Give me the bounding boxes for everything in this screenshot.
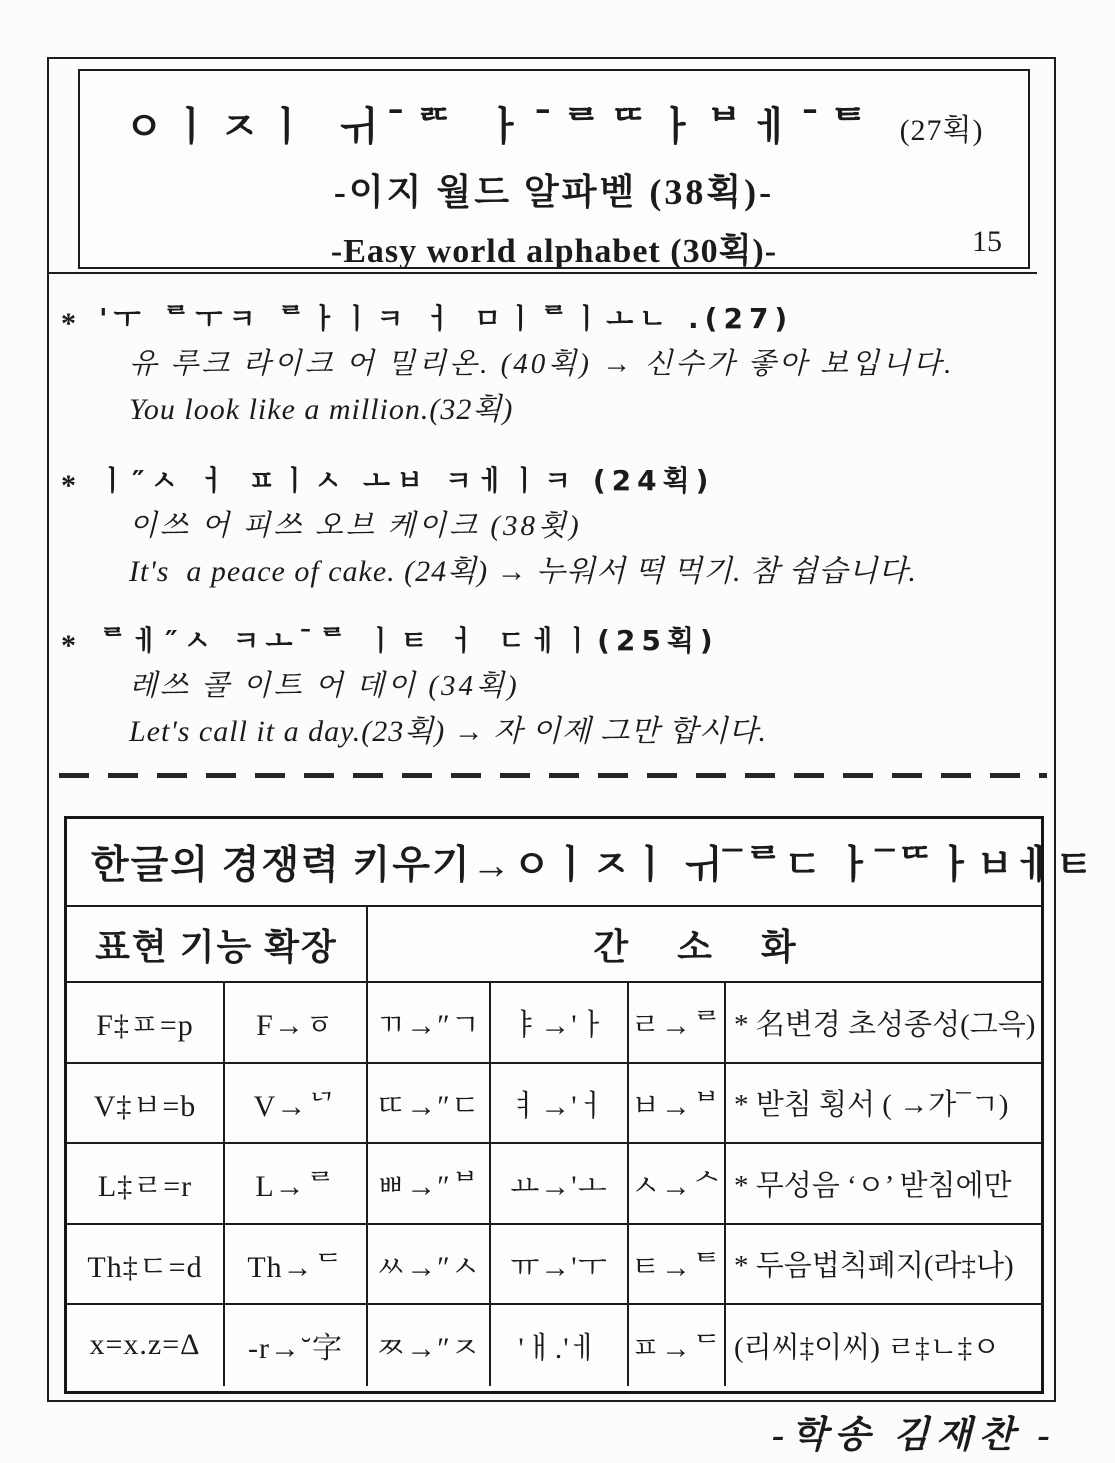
table-cell: ㅉ→″ㅈ — [368, 1305, 491, 1386]
example-english-line: You look like a million.(32획) — [129, 393, 514, 426]
asterisk-bullet: * — [61, 469, 76, 502]
dashed-divider-line — [59, 773, 1047, 778]
header-divider-line — [47, 272, 1037, 274]
english-title: -Easy world alphabet (30획)- — [330, 233, 778, 270]
example-script-line: 'ㅜ ᄅㅜㅋ ᄅㅏㅣㅋ ㅓ ㅁㅣᄅㅣㅗㄴ .(27) — [99, 302, 794, 335]
column-header-expansion: 표현 기능 확장 — [67, 907, 368, 981]
title-box — [78, 69, 1030, 269]
example-item — [49, 619, 1050, 755]
example-script-line: ㅣ″ㅅ ㅓ ㅍㅣㅅ ㅗㅂ ㅋㅔㅣㅋ (24획) — [99, 464, 715, 497]
example-korean-line: 레쓰 콜 이트 어 데이 (34획) — [129, 670, 520, 702]
table-cell: x=x.z=Δ — [67, 1305, 225, 1386]
table-cell: L→ᄅ — [225, 1144, 368, 1225]
table-cell: ㅍ→ᄃ — [629, 1305, 726, 1386]
table-cell-note: * 받침 횡서 ( →가¯ㄱ) — [726, 1064, 1041, 1145]
table-cell: ㅑ→'ㅏ — [491, 983, 629, 1064]
table-cell-note: * 名변경 초성종성(그윽) — [726, 983, 1041, 1064]
example-script-line: ᄅㅔ″ㅅ ㅋㅗ¯ᄅ ㅣㅌ ㅓ ㄷㅔㅣ(25획) — [99, 624, 719, 657]
table-cell: ㅠ→'ㅜ — [491, 1225, 629, 1306]
table-cell: ㅌ→ᄐ — [629, 1225, 726, 1306]
table-cell: ㅅ→ᄉ — [629, 1144, 726, 1225]
table-cell: ㄲ→″ㄱ — [368, 983, 491, 1064]
script-title-text: ㅇㅣㅈㅣ ㅟ¯ᄅᄃ ㅏ¯ᄅᄄㅏᄇㅔ¯ᄐ — [124, 104, 877, 150]
table-cell: ㅆ→″ㅅ — [368, 1225, 491, 1306]
example-english-line: Let's call it a day.(23획) → 자 이제 그만 합시다. — [129, 715, 768, 748]
alphabet-table — [64, 816, 1095, 1394]
table-body — [67, 983, 1041, 1386]
table-cell-note: * 두음법칙폐지(라‡나) — [726, 1225, 1041, 1306]
asterisk-bullet: * — [61, 307, 76, 340]
table-cell: F→ㆆ — [225, 983, 368, 1064]
example-item — [49, 459, 1050, 595]
korean-title: -이지 월드 알파벧 (38획)- — [333, 172, 775, 212]
example-item — [49, 297, 1050, 433]
table-cell: V→ᄓ — [225, 1064, 368, 1145]
table-title: 한글의 경쟁력 키우기→ㅇㅣㅈㅣ ㅟ¯ᄅㄷ ㅏ¯ᄄㅏㅂㅔㅌ — [67, 819, 1041, 907]
table-cell: L‡ㄹ=r — [67, 1144, 225, 1225]
table-cell: ㄸ→″ㄷ — [368, 1064, 491, 1145]
asterisk-bullet: * — [61, 629, 76, 662]
column-header-simplification: 간 소 화 — [593, 926, 816, 967]
table-cell: ㅂ→ᄇ — [629, 1064, 726, 1145]
page-number: 15 — [972, 225, 1002, 258]
script-title-stroke-count: (27획) — [899, 114, 984, 147]
english-title-row — [80, 223, 1028, 270]
table-cell: ㄹ→ᄅ — [629, 983, 726, 1064]
table-cell: F‡ㅍ=p — [67, 983, 225, 1064]
example-korean-line: 유 루크 라이크 어 밀리온. (40획) → 신수가 좋아 보입니다. — [129, 348, 955, 380]
table-cell: Th→ᄃ — [225, 1225, 368, 1306]
table-cell-note: * 무성음 ‘ㅇ’ 받침에만 — [726, 1144, 1041, 1225]
table-cell: 'ㅐ.'ㅔ — [491, 1305, 629, 1386]
table-cell: ㅛ→'ㅗ — [491, 1144, 629, 1225]
table-cell: Th‡ㄷ=d — [67, 1225, 225, 1306]
table-cell-note: (리씨‡이씨) ㄹ‡ㄴ‡ㅇ — [734, 1331, 1001, 1364]
script-alphabet-title — [80, 95, 1028, 152]
example-korean-line: 이쓰 어 피쓰 오브 케이크 (38횟) — [129, 510, 582, 542]
table-cell: ㅕ→'ㅓ — [491, 1064, 629, 1145]
example-english-line: It's a peace of cake. (24획) → 누워서 떡 먹기. 참 쉽습니다. — [129, 555, 917, 588]
table-cell: -r→˘字 — [225, 1305, 368, 1386]
author-signature: -학송 김재찬 - — [772, 1415, 1057, 1456]
table-header-row — [67, 907, 1041, 983]
table-cell: V‡ㅂ=b — [67, 1064, 225, 1145]
page-border — [47, 57, 1095, 1402]
table-cell: ㅃ→″ᄇ — [368, 1144, 491, 1225]
